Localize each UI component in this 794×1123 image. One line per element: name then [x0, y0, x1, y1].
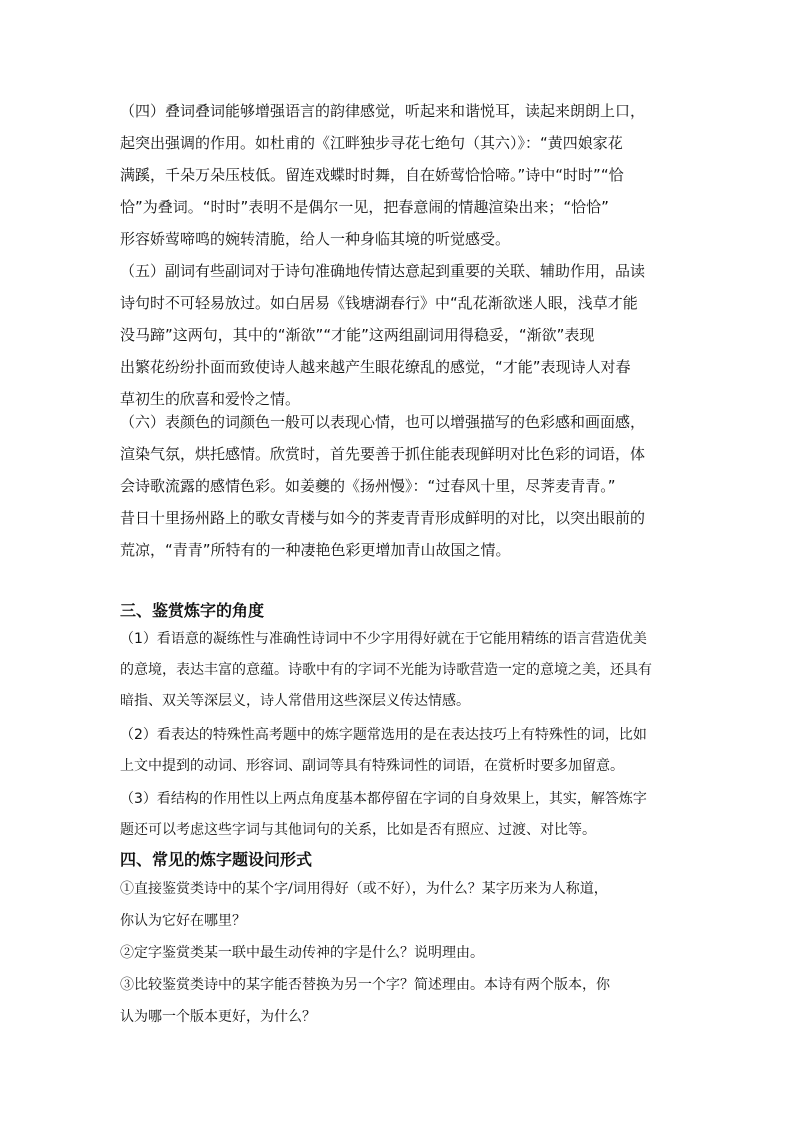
text-line: 荒凉，“青青”所特有的一种凄艳色彩更增加青山故国之情。: [120, 541, 511, 559]
text-line: 认为哪一个版本更好，为什么？: [120, 1009, 316, 1025]
text-line: 的意境，表达丰富的意蕴。诗歌中有的字词不光能为诗歌营造一定的意境之美，还具有: [120, 662, 652, 678]
text-line: （2）看表达的特殊性高考题中的炼字题常选用的是在表达技巧上有特殊性的词，比如: [120, 727, 647, 743]
text-line: 起突出强调的作用。如杜甫的《江畔独步寻花七绝句（其六）》：“黄四娘家花: [120, 134, 623, 152]
question-form-2: [120, 937, 680, 969]
text-line: 会诗歌流露的感情色彩。如姜夔的《扬州慢》：“过春风十里，尽荠麦青青。”: [120, 477, 616, 495]
section3-item-1: [120, 624, 680, 717]
text-line: （1）看语意的凝练性与准确性诗词中不少字用得好就在于它能用精练的语言营造优美: [120, 631, 647, 647]
text-line: 没马蹄”这两句，其中的“渐欲”“才能”这两组副词用得稳妥，“渐欲”表现: [120, 326, 595, 344]
text-line: ②定字鉴赏类某一联中最生动传神的字是什么？说明理由。: [120, 945, 484, 961]
text-line: 昔日十里扬州路上的歌女青楼与如今的荠麦青青形成鲜明的对比，以突出眼前的: [120, 509, 646, 527]
text-line: （六）表颜色的词颜色一般可以表现心情，也可以增强描写的色彩感和画面感，: [120, 413, 646, 431]
text-line: 题还可以考虑这些字词与其他词句的关系，比如是否有照应、过渡、对比等。: [120, 822, 596, 838]
text-line: 满蹊，千朵万朵压枝低。留连戏蝶时时舞，自在娇莺恰恰啼。”诗中“时时”“恰: [120, 166, 624, 184]
question-form-1: [120, 873, 680, 937]
text-line: 恰”为叠词。“时时”表明不是偶尔一见，把春意闹的情趣渲染出来；“恰恰”: [120, 198, 609, 216]
text-line: （五）副词有些副词对于诗句准确地传情达意起到重要的关联、辅助作用，品读: [120, 262, 646, 280]
text-line: （3）看结构的作用性以上两点角度基本都停留在字词的自身效果上，其实，解答炼字: [120, 791, 647, 807]
text-line: 出繁花纷纷扑面而致使诗人越来越产生眼花缭乱的感觉，“才能”表现诗人对春: [120, 358, 631, 376]
section-heading-3: [120, 598, 680, 624]
paragraph-adverbs: [120, 255, 680, 415]
paragraph-color-words: [120, 406, 680, 566]
text-line: 形容娇莺啼鸣的婉转清脆，给人一种身临其境的听觉感受。: [120, 230, 511, 248]
paragraph-reduplicated-words: [120, 95, 680, 255]
heading-text: 三、鉴赏炼字的角度: [120, 601, 265, 620]
question-form-3: [120, 969, 680, 1033]
section3-item-2: [120, 720, 680, 782]
text-line: 渲染气氛，烘托感情。欣赏时，首先要善于抓住能表现鲜明对比色彩的词语，体: [120, 445, 646, 463]
text-line: 草初生的欣喜和爱怜之情。: [120, 390, 301, 408]
text-line: 诗句时不可轻易放过。如白居易《钱塘湖春行》中“乱花渐欲迷人眼，浅草才能: [120, 294, 638, 312]
text-line: （四）叠词叠词能够增强语言的韵律感觉，听起来和谐悦耳，读起来朗朗上口，: [120, 102, 646, 120]
text-line: ①直接鉴赏类诗中的某个字/词用得好（或不好），为什么？某字历来为人称道，: [120, 881, 608, 897]
section3-item-3: [120, 784, 680, 846]
text-line: ③比较鉴赏类诗中的某字能否替换为另一个字？简述理由。本诗有两个版本，你: [120, 977, 610, 993]
text-line: 暗指、双关等深层义，诗人常借用这些深层义传达情感。: [120, 693, 470, 709]
text-line: 上文中提到的动词、形容词、副词等具有特殊词性的词语，在赏析时要多加留意。: [120, 758, 624, 774]
section-heading-4: [120, 847, 680, 873]
text-line: 你认为它好在哪里？: [120, 913, 246, 929]
heading-text: 四、常见的炼字题设问形式: [120, 850, 313, 869]
